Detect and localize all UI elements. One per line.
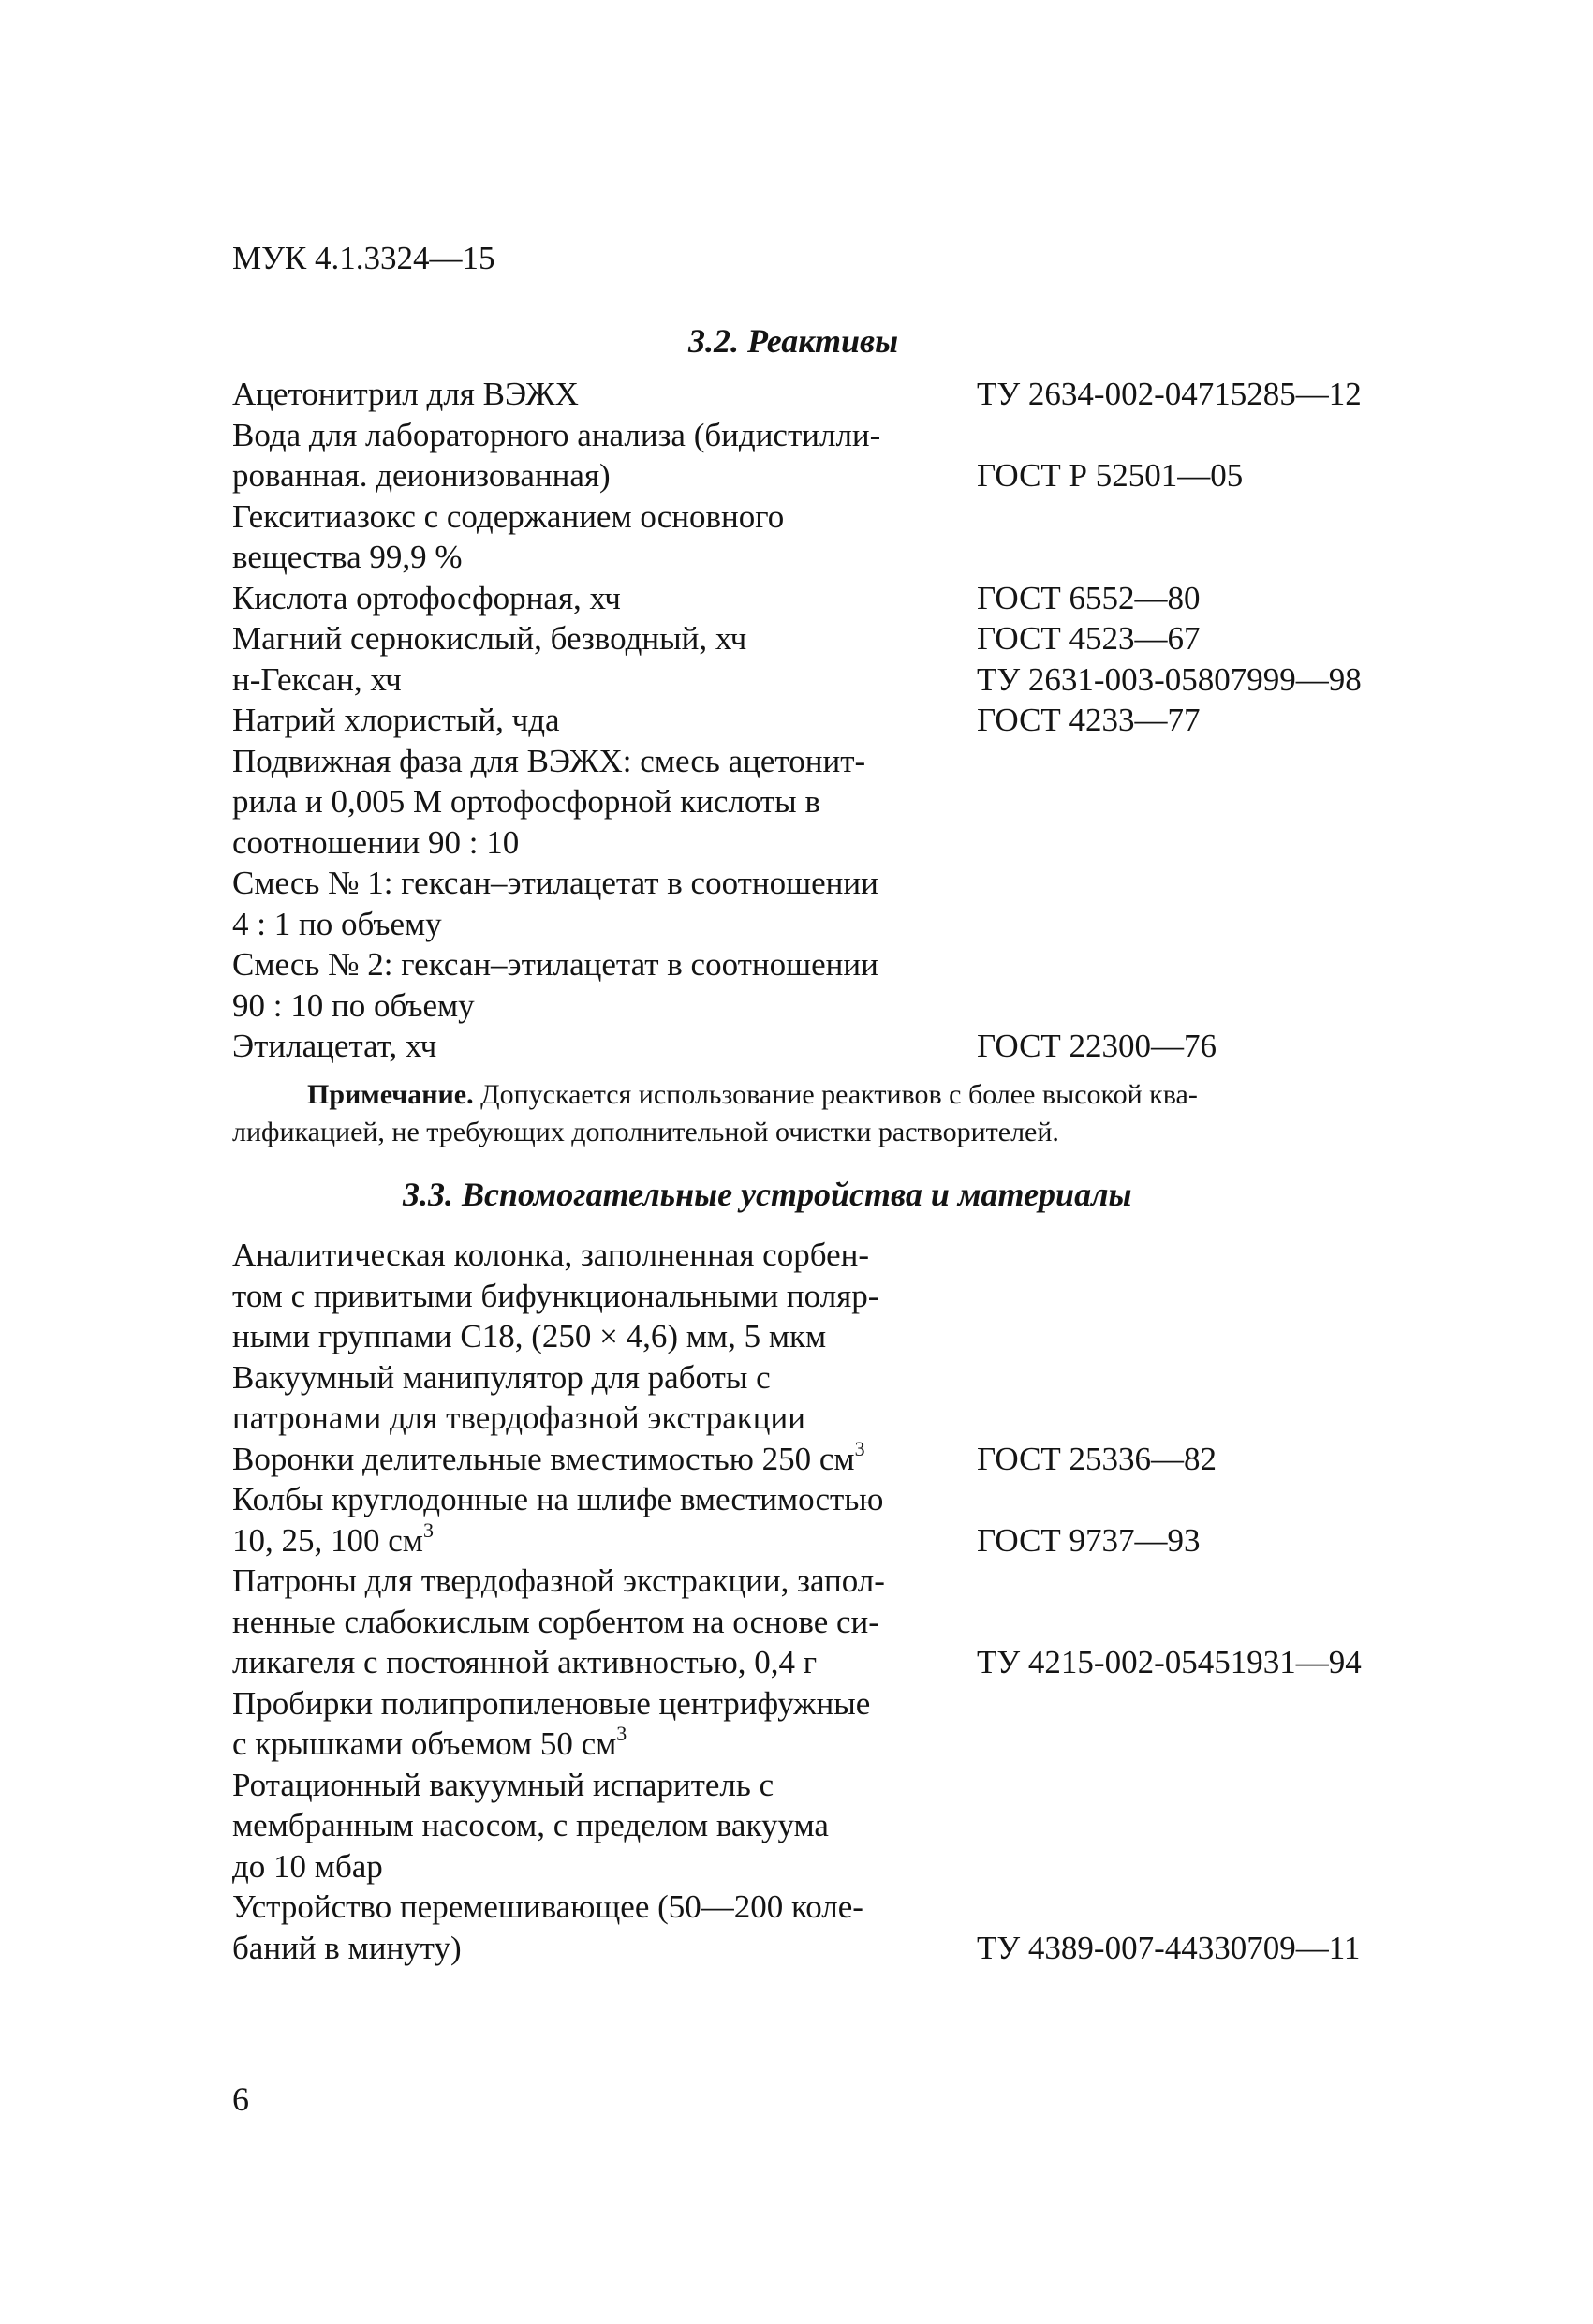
reagent-line — [232, 415, 1450, 456]
equipment-text: Пробирки полипропиленовые центрифужные — [232, 1684, 871, 1722]
superscript-3: 3 — [854, 1436, 865, 1460]
equipment-standard: ГОСТ 9737—93 — [977, 1521, 1201, 1559]
equipment-text: Патроны для твердофазной экстракции, запол- — [232, 1562, 885, 1599]
reagent-text: вещества 99,9 % — [232, 539, 463, 575]
equipment-text: ликагеля с постоянной активностью, 0,4 г — [232, 1644, 818, 1680]
reagent-text: Подвижная фаза для ВЭЖХ: смесь ацетонит- — [232, 742, 866, 779]
superscript-3: 3 — [422, 1517, 434, 1542]
note-paragraph — [232, 1076, 1375, 1151]
page-number: 6 — [232, 2080, 249, 2118]
equipment-text: Воронки делительные вместимостью 250 $см^3$ — [232, 1436, 865, 1477]
equipment-text: ненные слабокислым сорбентом на основе си- — [232, 1603, 879, 1640]
equipment-list — [232, 1235, 1450, 1968]
equipment-line — [232, 1235, 1450, 1276]
reagent-line — [232, 659, 1450, 701]
equipment-text: мембранным насосом, с пределом вакуума — [232, 1807, 829, 1843]
reagent-text: Ацетонитрил для ВЭЖХ — [232, 376, 579, 412]
note-line-1 — [232, 1076, 1375, 1114]
equipment-text: Аналитическая колонка, заполненная сорбен- — [232, 1236, 869, 1273]
equipment-text: баний в минуту) — [232, 1929, 462, 1966]
reagent-line — [232, 863, 1450, 904]
note-text-1: Допускается использование реактивов с более высокой ква- — [473, 1079, 1198, 1110]
equipment-line — [232, 1276, 1450, 1317]
section-title-equipment: 3.3. Вспомогательные устройства и материалы — [403, 1176, 1132, 1213]
equipment-standard: ТУ 4389-007-44330709—11 — [977, 1929, 1361, 1966]
note-label: Примечание. — [307, 1079, 474, 1110]
reagent-text: Гекситиазокс с содержанием основного — [232, 497, 785, 535]
reagent-line — [232, 1026, 1450, 1067]
reagent-text: 4 : 1 по объему — [232, 905, 442, 942]
equipment-line — [232, 1357, 1450, 1399]
equipment-line — [232, 1928, 1450, 1969]
reagent-standard: ГОСТ Р 52501—05 — [977, 457, 1244, 494]
reagent-text: соотношении 90 : 10 — [232, 823, 520, 861]
equipment-line — [232, 1561, 1450, 1602]
reagent-text: рованная. деионизованная) — [232, 457, 611, 494]
reagent-text: рила и 0,005 М ортофосфорной кислоты в — [232, 783, 820, 820]
reagent-text: Магний сернокислый, безводный, хч — [232, 620, 747, 657]
superscript-3: 3 — [616, 1722, 627, 1746]
equipment-text: до 10 мбар — [232, 1847, 383, 1885]
reagent-text: 90 : 10 по объему — [232, 986, 475, 1024]
equipment-line — [232, 1765, 1450, 1806]
reagent-line — [232, 741, 1450, 782]
reagent-line — [232, 618, 1450, 659]
reagent-line — [232, 985, 1450, 1027]
reagent-standard: ГОСТ 6552—80 — [977, 579, 1201, 616]
equipment-text: ными группами С18, (250 × 4,6) мм, 5 мкм — [232, 1318, 827, 1354]
equipment-text: Колбы круглодонные на шлифе вместимостью — [232, 1481, 884, 1517]
equipment-line — [232, 1642, 1450, 1683]
reagent-standard: ТУ 2634-002-04715285—12 — [977, 376, 1362, 412]
equipment-line — [232, 1805, 1450, 1846]
equipment-line — [232, 1724, 1450, 1765]
equipment-line — [232, 1398, 1450, 1439]
reagent-text: Вода для лабораторного анализа (бидистилли- — [232, 416, 881, 453]
equipment-line — [232, 1683, 1450, 1724]
reagent-line — [232, 781, 1450, 822]
reagent-line — [232, 374, 1450, 415]
equipment-line — [232, 1887, 1450, 1928]
reagent-text: Смесь № 1: гексан–этилацетат в соотношении — [232, 865, 878, 901]
reagent-line — [232, 537, 1450, 578]
reagent-text: Натрий хлористый, чда — [232, 702, 560, 738]
equipment-line — [232, 1436, 1450, 1480]
reagent-standard: ГОСТ 22300—76 — [977, 1028, 1217, 1064]
reagent-line — [232, 944, 1450, 985]
equipment-text: том с привитыми бифункциональными поляр- — [232, 1277, 879, 1314]
reagent-text: Кислота ортофосфорная, хч — [232, 579, 621, 616]
equipment-standard: ТУ 4215-002-05451931—94 — [977, 1644, 1362, 1680]
equipment-line — [232, 1316, 1450, 1357]
equipment-text: с крышками объемом 50 $см^3$ — [232, 1722, 627, 1762]
equipment-line — [232, 1846, 1450, 1887]
reagent-standard: ГОСТ 4233—77 — [977, 702, 1201, 738]
equipment-line — [232, 1602, 1450, 1643]
equipment-text: Ротационный вакуумный испаритель с — [232, 1766, 774, 1803]
section-title-reagents: 3.2. Реактивы — [688, 322, 899, 360]
document-code: МУК 4.1.3324—15 — [232, 240, 495, 276]
reagent-line — [232, 496, 1450, 538]
reagent-line — [232, 578, 1450, 619]
equipment-text: 10, 25, 100 $см^3$ — [232, 1517, 434, 1559]
reagent-line — [232, 700, 1450, 741]
equipment-text: Устройство перемешивающее (50—200 коле- — [232, 1888, 863, 1925]
reagent-text: Смесь № 2: гексан–этилацетат в соотношении — [232, 946, 878, 983]
equipment-line — [232, 1479, 1450, 1520]
reagent-line — [232, 822, 1450, 864]
reagent-standard: ГОСТ 4523—67 — [977, 620, 1201, 657]
note-line-2: лификацией, не требующих дополнительной очистки растворителей. — [232, 1117, 1059, 1147]
reagent-standard: ТУ 2631-003-05807999—98 — [977, 660, 1362, 698]
equipment-text: патронами для твердофазной экстракции — [232, 1399, 805, 1436]
reagent-text: Этилацетат, хч — [232, 1028, 437, 1064]
reagents-list — [232, 374, 1450, 1067]
reagent-line — [232, 904, 1450, 945]
equipment-standard: ГОСТ 25336—82 — [977, 1440, 1217, 1477]
reagent-line — [232, 455, 1450, 496]
reagent-text: н-Гексан, хч — [232, 660, 402, 698]
equipment-line — [232, 1517, 1450, 1562]
equipment-text: Вакуумный манипулятор для работы с — [232, 1358, 771, 1396]
